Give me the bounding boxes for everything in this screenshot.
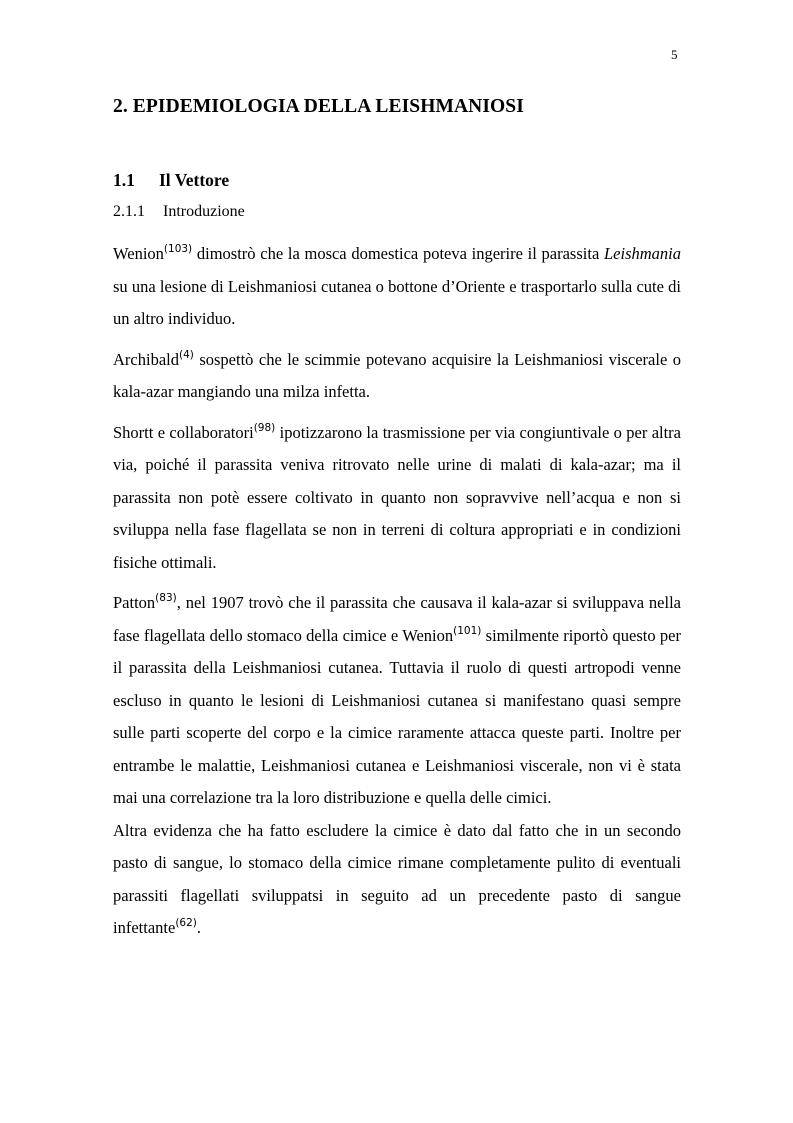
subsection-number: 2.1.1 — [113, 203, 145, 220]
citation-ref: (83) — [155, 592, 177, 604]
text-run: dimostrò che la mosca domestica poteva ingerire il parassita — [192, 244, 604, 263]
subsection-heading — [113, 203, 245, 221]
text-run: ipotizzarono la trasmissione per via congiuntivale o per altra via, poiché il parassita veniva ritrovato nelle urine di malati di kala-azar; ma il parassita non potè essere coltivato in quanto non sopravvive nell’acqua e non si sviluppa nella fase flagellata se non in terreni di coltura appropriati e in condizioni fisiche ottimali. — [113, 422, 682, 572]
text-run: Patton — [113, 593, 156, 612]
paragraph-wenion — [113, 238, 681, 336]
paragraph-archibald — [113, 344, 681, 409]
citation-ref: (62) — [175, 917, 197, 929]
section-number: 1.1 — [113, 170, 135, 190]
text-run: su una lesione di Leishmaniosi cutanea o bottone d’Oriente e trasportarlo sulla cute di un altro individuo. — [113, 276, 681, 328]
text-run: Wenion — [113, 244, 164, 263]
citation-ref: (101) — [453, 624, 482, 637]
section-title: Il Vettore — [159, 170, 230, 190]
subsection-title: Introduzione — [163, 203, 245, 220]
italic-term: Leishmania — [603, 244, 681, 263]
page-number: 5 — [671, 47, 678, 62]
chapter-title: 2. EPIDEMIOLOGIA DELLA LEISHMANIOSI — [113, 96, 524, 117]
citation-ref: (4) — [178, 348, 194, 361]
paragraph-evidenza — [113, 815, 681, 945]
citation-ref: (98) — [253, 421, 276, 434]
paragraph-shortt — [113, 417, 681, 580]
text-run: . — [196, 918, 201, 937]
section-heading — [113, 170, 229, 191]
body-text — [113, 238, 681, 953]
text-run: Shortt e collaboratori — [113, 422, 254, 442]
text-run: , nel 1907 trovò che il parassita che causava il kala-azar si sviluppava nella fase flagellata dello stomaco della cimice e Wenion — [113, 593, 681, 645]
text-run: sospettò che le scimmie potevano acquisire la Leishmaniosi viscerale o kala-azar mangiando una milza infetta. — [113, 349, 681, 401]
citation-ref: (103) — [163, 243, 193, 255]
text-run: Archibald — [113, 349, 179, 369]
text-run: similmente riportò questo per il parassita della Leishmaniosi cutanea. Tuttavia il ruolo di questi artropodi venne escluso in quanto le lesioni di Leishmaniosi cutanea si manifestano quasi sempre sulle parti scoperte del corpo e la cimice raramente attacca queste parti. Inoltre per entrambe le malattie, Leishmaniosi cutanea e Leishmaniosi viscerale, non vi è stata mai una correlazione tra la loro distribuzione e quella delle cimici. — [113, 625, 681, 807]
text-run: Altra evidenza che ha fatto escludere la cimice è dato dal fatto che in un secondo pasto di sangue, lo stomaco della cimice rimane completamente pulito di eventuali parassiti flagellati sviluppatsi in seguito ad un precedente pasto di sangue infettante — [113, 820, 681, 937]
paragraph-patton — [113, 587, 681, 815]
